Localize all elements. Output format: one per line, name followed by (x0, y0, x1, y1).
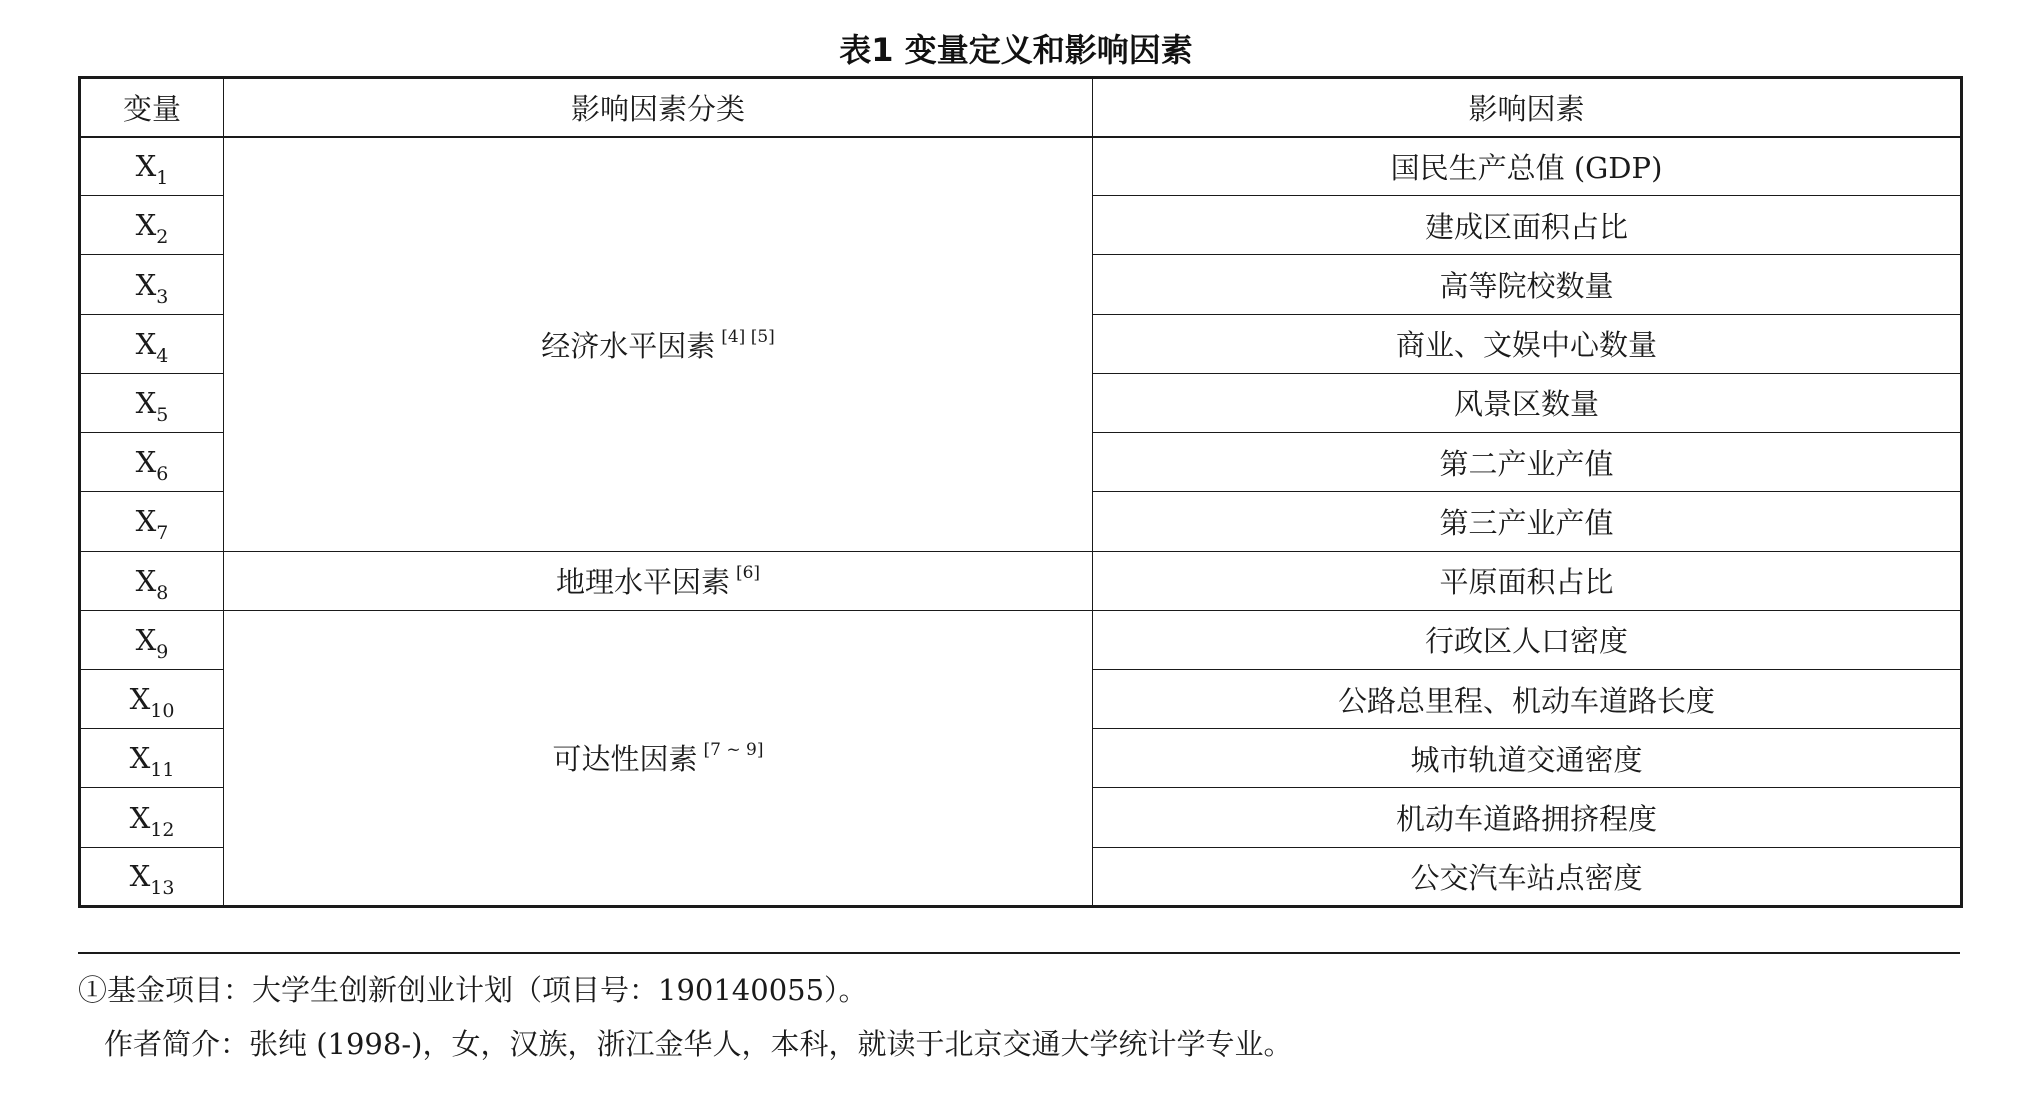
factor-cell: 城市轨道交通密度 (1093, 729, 1962, 788)
category-reference: [4] [5] (721, 326, 775, 347)
table-row (80, 610, 1962, 669)
variable-cell: $X_8$ (80, 551, 224, 610)
table-caption: 表1 变量定义和影响因素 (839, 31, 1193, 69)
category-accessibility (224, 610, 1093, 906)
variable-cell: $X_2$ (80, 196, 224, 255)
factor-cell: 第二产业产值 (1093, 433, 1962, 492)
variable-definition-table (78, 76, 1963, 908)
factor-cell: 机动车道路拥挤程度 (1093, 788, 1962, 847)
factor-cell: 第三产业产值 (1093, 492, 1962, 551)
category-economic (224, 137, 1093, 552)
factor-cell: 平原面积占比 (1093, 551, 1962, 610)
header-variable: 变量 (80, 78, 224, 137)
factor-cell: 商业、文娱中心数量 (1093, 314, 1962, 373)
category-geographic (224, 551, 1093, 610)
table-header-row (80, 78, 1962, 137)
category-reference: [7 ~ 9] (703, 740, 764, 761)
table-row (80, 137, 1962, 196)
header-factor-category: 影响因素分类 (224, 78, 1093, 137)
table-row (80, 551, 1962, 610)
category-label: 经济水平因素 (541, 328, 716, 363)
footnote-divider (78, 952, 1960, 954)
factor-cell: 公路总里程、机动车道路长度 (1093, 669, 1962, 728)
factor-cell: 国民生产总值 (GDP) (1093, 137, 1962, 196)
variable-cell: $X_5$ (80, 373, 224, 432)
variable-cell: $X_7$ (80, 492, 224, 551)
variable-cell: $X_{12}$ (80, 788, 224, 847)
variable-cell: $X_1$ (80, 137, 224, 196)
factor-cell: 公交汽车站点密度 (1093, 847, 1962, 906)
variable-cell: $X_3$ (80, 255, 224, 314)
variable-cell: $X_{10}$ (80, 669, 224, 728)
header-influencing-factor: 影响因素 (1093, 78, 1962, 137)
category-label: 可达性因素 (552, 742, 698, 777)
factor-cell: 建成区面积占比 (1093, 196, 1962, 255)
variable-cell: $X_6$ (80, 433, 224, 492)
footnote-fund: ①基金项目：大学生创新创业计划（项目号：190140055）。 (78, 973, 868, 1007)
factor-cell: 行政区人口密度 (1093, 610, 1962, 669)
factor-cell: 风景区数量 (1093, 373, 1962, 432)
variable-cell: $X_4$ (80, 314, 224, 373)
category-reference: [6] (735, 563, 761, 584)
variable-cell: $X_{11}$ (80, 729, 224, 788)
variable-cell: $X_{13}$ (80, 847, 224, 906)
category-label: 地理水平因素 (555, 565, 730, 600)
variable-cell: $X_9$ (80, 610, 224, 669)
footnote-author: 作者简介：张纯 (1998-)，女，汉族，浙江金华人，本科，就读于北京交通大学统计学专业。 (104, 1027, 1293, 1061)
factor-cell: 高等院校数量 (1093, 255, 1962, 314)
